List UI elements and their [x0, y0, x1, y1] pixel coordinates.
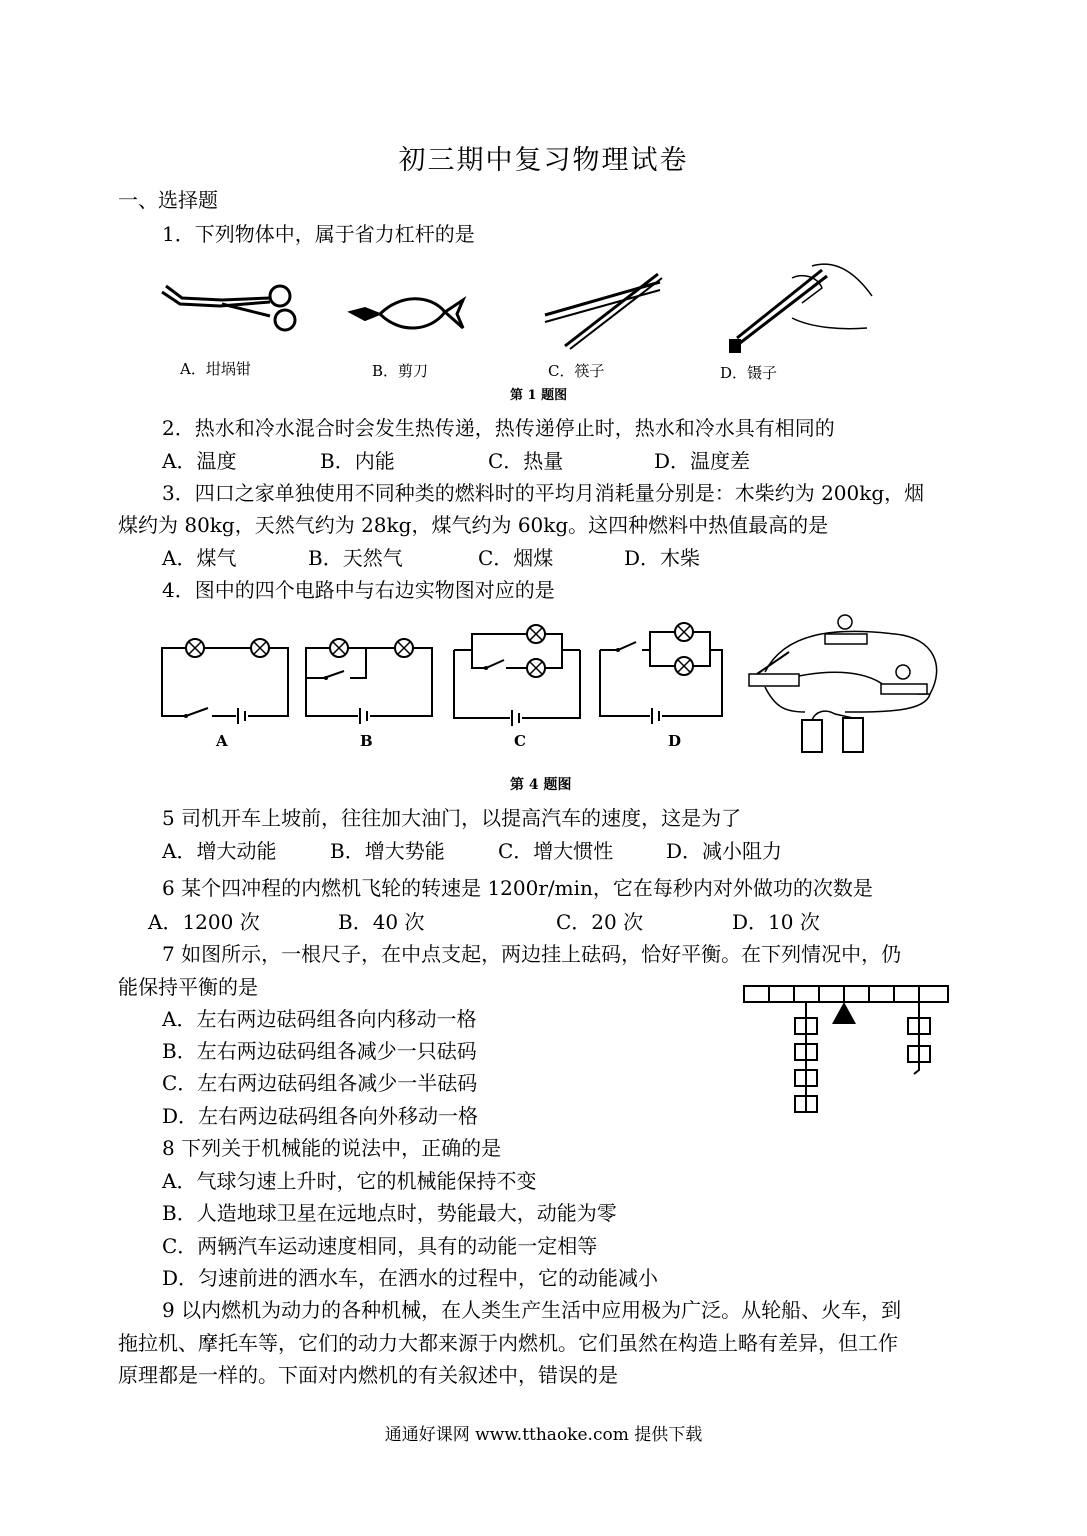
q7-option-b: B．左右两边砝码组各减少一只砝码 — [162, 1039, 477, 1063]
q9-stem-line3: 原理都是一样的。下面对内燃机的有关叙述中，错误的是 — [118, 1363, 618, 1387]
circuit-d-figure — [598, 618, 728, 720]
q1-label-a: A．坩埚钳 — [180, 360, 251, 378]
q4-label-d: D — [668, 732, 682, 750]
physical-circuit-figure — [745, 612, 945, 757]
q8-stem: 8 下列关于机械能的说法中，正确的是 — [162, 1136, 502, 1160]
q3-option-b: B．天然气 — [308, 546, 403, 570]
q2-option-d: D．温度差 — [654, 449, 751, 473]
q7-option-a: A．左右两边砝码组各向内移动一格 — [162, 1007, 477, 1031]
q6-option-a: A．1200 次 — [148, 910, 260, 934]
q8-option-b: B．人造地球卫星在远地点时，势能最大，动能为零 — [162, 1201, 617, 1225]
q2-option-a: A．温度 — [162, 449, 237, 473]
q3-stem-line1: 3．四口之家单独使用不同种类的燃料时的平均月消耗量分别是：木柴约为 200kg，烟 — [162, 481, 925, 505]
tweezers-figure — [722, 258, 877, 358]
left-weights — [795, 1002, 817, 1112]
q5-option-c: C．增大惯性 — [498, 839, 614, 863]
q5-option-a: A．增大动能 — [162, 839, 277, 863]
q5-stem: 5 司机开车上坡前，往往加大油门，以提高汽车的速度，这是为了 — [162, 806, 742, 830]
q9-stem-line1: 9 以内燃机为动力的各种机械，在人类生产生活中应用极为广泛。从轮船、火车，到 — [162, 1298, 902, 1322]
q5-option-d: D．减小阻力 — [666, 839, 783, 863]
q7-stem-line2: 能保持平衡的是 — [118, 975, 258, 999]
q8-option-d: D．匀速前进的洒水车，在洒水的过程中，它的动能减小 — [162, 1266, 659, 1290]
q3-option-d: D．木柴 — [624, 546, 701, 570]
balance-ruler-figure — [742, 984, 952, 1134]
right-weights — [908, 1002, 930, 1074]
q4-label-c: C — [514, 732, 526, 750]
page-footer: 通通好课网 www.tthaoke.com 提供下载 — [384, 1425, 703, 1445]
q6-option-b: B．40 次 — [338, 910, 425, 934]
q4-label-b: B — [360, 732, 373, 750]
q5-option-b: B．增大势能 — [330, 839, 445, 863]
section-heading: 一、选择题 — [118, 188, 218, 212]
q4-caption: 第 4 题图 — [510, 777, 572, 793]
q2-stem: 2．热水和冷水混合时会发生热传递，热传递停止时，热水和冷水具有相同的 — [162, 416, 835, 440]
q6-stem: 6 某个四冲程的内燃机飞轮的转速是 1200r/min，它在每秒内对外做功的次数是 — [162, 876, 873, 900]
q3-option-a: A．煤气 — [162, 546, 237, 570]
crucible-tongs-figure — [160, 282, 305, 337]
q6-option-c: C．20 次 — [556, 910, 644, 934]
q2-option-b: B．内能 — [320, 449, 395, 473]
q8-option-a: A．气球匀速上升时，它的机械能保持不变 — [162, 1169, 537, 1193]
q7-option-c: C．左右两边砝码组各减少一半砝码 — [162, 1071, 478, 1095]
q8-option-c: C．两辆汽车运动速度相同，具有的动能一定相等 — [162, 1234, 598, 1258]
q1-caption: 第 1 题图 — [510, 388, 568, 403]
q6-option-d: D．10 次 — [732, 910, 820, 934]
q3-stem-line2: 煤约为 80kg，天然气约为 28kg，煤气约为 60kg。这四种燃料中热值最高的是 — [118, 513, 829, 537]
q1-label-b: B．剪刀 — [372, 362, 429, 380]
q1-stem: 1．下列物体中，属于省力杠杆的是 — [162, 222, 475, 246]
page-title: 初三期中复习物理试卷 — [398, 145, 689, 176]
q1-label-c: C．筷子 — [548, 362, 605, 380]
q1-label-d: D．镊子 — [720, 364, 778, 382]
q7-stem-line1: 7 如图所示，一根尺子，在中点支起，两边挂上砝码，恰好平衡。在下列情况中，仍 — [162, 942, 902, 966]
circuit-c-figure — [452, 622, 582, 722]
q3-option-c: C．烟煤 — [478, 546, 554, 570]
q4-label-a: A — [216, 732, 228, 750]
q7-option-d: D．左右两边砝码组各向外移动一格 — [162, 1104, 479, 1128]
circuit-b-figure — [304, 638, 434, 720]
q2-option-c: C．热量 — [488, 449, 564, 473]
circuit-a-figure — [160, 638, 290, 720]
scissors-figure — [345, 292, 465, 337]
q4-stem: 4．图中的四个电路中与右边实物图对应的是 — [162, 578, 555, 602]
q9-stem-line2: 拖拉机、摩托车等，它们的动力大都来源于内燃机。它们虽然在构造上略有差异，但工作 — [118, 1331, 898, 1355]
chopsticks-figure — [540, 270, 665, 350]
